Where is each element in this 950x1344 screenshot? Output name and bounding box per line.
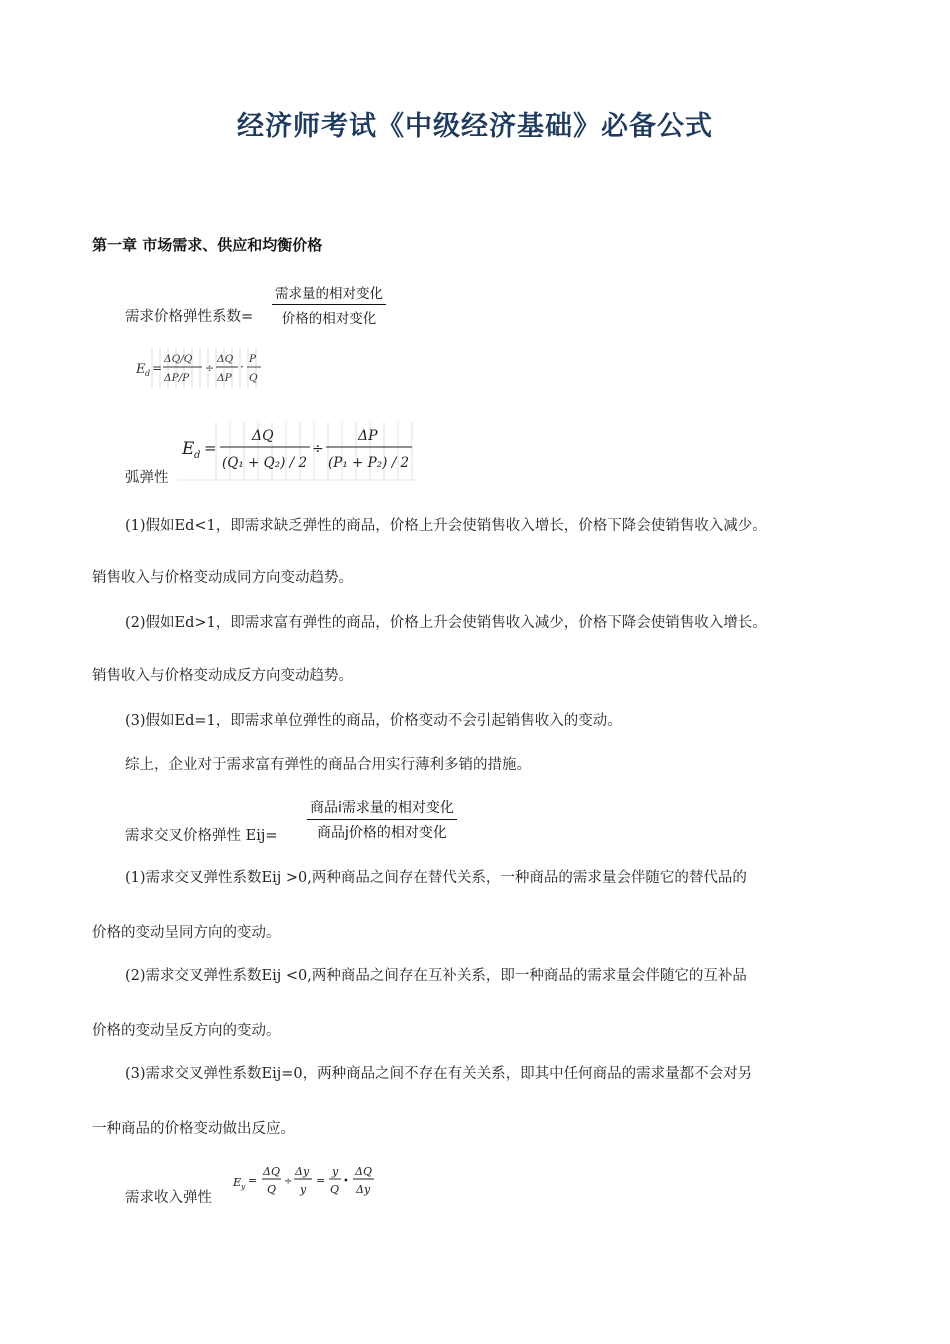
paragraph-cross-negative-cont: 价格的变动呈反方向的变动。 xyxy=(92,1023,281,1039)
income-eq2: = xyxy=(316,1174,326,1187)
paragraph-cross-zero-cont: 一种商品的价格变动做出反应。 xyxy=(92,1121,295,1137)
ed-dot: · xyxy=(240,360,244,374)
income-f3-num: y xyxy=(332,1165,339,1178)
ed-t3-den: Q xyxy=(249,372,258,384)
arc-d2: (P₁ + P₂) / 2 xyxy=(328,455,410,471)
price-elasticity-fraction xyxy=(272,282,386,327)
income-lhs-sub: y xyxy=(241,1182,246,1191)
price-elasticity-numerator: 需求量的相对变化 xyxy=(272,282,386,305)
arc-elasticity-label: 弧弹性 xyxy=(125,470,169,486)
chapter-heading: 第一章 市场需求、供应和均衡价格 xyxy=(92,236,323,254)
paragraph-ed-less-1-cont: 销售收入与价格变动成同方向变动趋势。 xyxy=(92,570,353,586)
ed-t2-den: ΔP xyxy=(217,372,232,384)
arc-n2: ΔP xyxy=(358,428,378,444)
income-f3-den: Q xyxy=(330,1183,340,1196)
ed-t3-num: P xyxy=(249,353,257,365)
ed-t1-den: ΔP/P xyxy=(164,372,190,384)
income-f2-den: y xyxy=(300,1183,307,1196)
income-f1-num: ΔQ xyxy=(263,1165,280,1178)
price-elasticity-label: 需求价格弹性系数= xyxy=(125,309,254,325)
page-title: 经济师考试《中级经济基础》必备公式 xyxy=(237,111,713,142)
ed-t1-num: ΔQ/Q xyxy=(164,353,193,365)
income-dot: • xyxy=(343,1176,349,1187)
income-div: ÷ xyxy=(284,1176,293,1187)
income-f1-den: Q xyxy=(267,1183,277,1196)
income-f2-num: Δy xyxy=(295,1165,310,1178)
income-elasticity-label: 需求收入弹性 xyxy=(125,1190,212,1206)
paragraph-cross-negative: (2)需求交叉弹性系数Eij <0,两种商品之间存在互补关系，即一种商品的需求量会伴随它的互补品 xyxy=(125,968,747,984)
ed-lhs: E xyxy=(136,362,146,377)
price-elasticity-denominator: 价格的相对变化 xyxy=(281,311,377,327)
cross-elasticity-denominator: 商品j价格的相对变化 xyxy=(317,825,447,841)
income-f4-num: ΔQ xyxy=(355,1165,372,1178)
arc-eq: = xyxy=(204,439,217,457)
income-elasticity-formula xyxy=(232,1162,378,1202)
paragraph-ed-less-1: (1)假如Ed<1，即需求缺乏弹性的商品，价格上升会使销售收入增长，价格下降会使销售收入减少。 xyxy=(125,518,767,534)
arc-d1: (Q₁ + Q₂) / 2 xyxy=(222,455,308,471)
paragraph-ed-greater-1: (2)假如Ed>1，即需求富有弹性的商品，价格上升会使销售收入减少，价格下降会使销售收入增长。 xyxy=(125,615,767,631)
arc-div: ÷ xyxy=(312,441,324,457)
paragraph-cross-zero: (3)需求交叉弹性系数Eij=0，两种商品之间不存在有关关系，即其中任何商品的需求量都不会对另 xyxy=(125,1066,753,1082)
cross-elasticity-fraction xyxy=(307,797,457,842)
paragraph-cross-positive-cont: 价格的变动呈同方向的变动。 xyxy=(92,925,281,941)
paragraph-cross-positive: (1)需求交叉弹性系数Eij >0,两种商品之间存在替代关系，一种商品的需求量会伴随它的替代品的 xyxy=(125,870,747,886)
paragraph-ed-equal-1: (3)假如Ed=1，即需求单位弹性的商品，价格变动不会引起销售收入的变动。 xyxy=(125,713,622,729)
ed-div: ÷ xyxy=(205,362,215,375)
income-eq1: = xyxy=(248,1174,258,1187)
cross-elasticity-numerator: 商品i需求量的相对变化 xyxy=(307,797,457,820)
cross-elasticity-label: 需求交叉价格弹性 Eij= xyxy=(125,828,278,844)
income-lhs: E xyxy=(233,1175,242,1189)
ed-t2-num: ΔQ xyxy=(217,353,234,365)
arc-n1: ΔQ xyxy=(252,428,274,444)
arc-elasticity-formula xyxy=(178,420,416,482)
arc-lhs-sub: d xyxy=(194,450,201,461)
paragraph-summary: 综上，企业对于需求富有弹性的商品合用实行薄利多销的措施。 xyxy=(125,757,531,773)
income-f4-den: Δy xyxy=(356,1183,371,1196)
arc-lhs: E xyxy=(182,439,195,459)
ed-eq: = xyxy=(152,361,163,375)
paragraph-ed-greater-1-cont: 销售收入与价格变动成反方向变动趋势。 xyxy=(92,668,353,684)
ed-formula xyxy=(134,346,266,390)
ed-lhs-sub: d xyxy=(145,369,151,378)
